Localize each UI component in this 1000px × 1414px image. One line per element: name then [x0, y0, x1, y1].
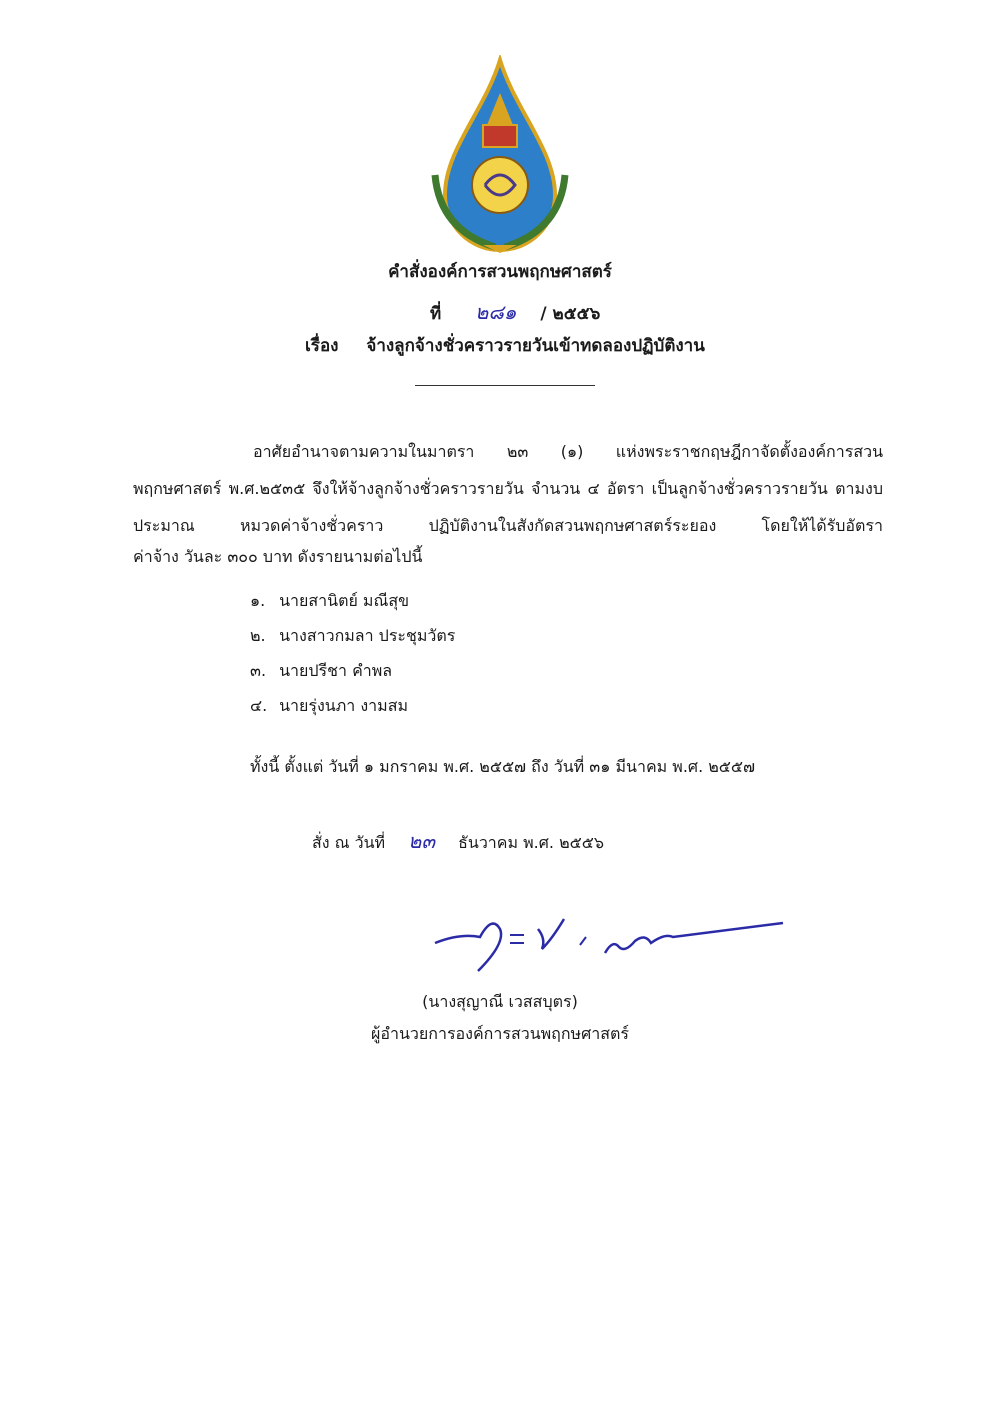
body-paragraph: [133, 433, 883, 544]
subject-label: เรื่อง: [305, 336, 339, 356]
list-item: ๑. นายสานิตย์ มณีสุข: [250, 591, 410, 610]
order-number-label: ที่: [430, 304, 442, 324]
list-item: ๓. นายปรีชา คำพล: [250, 661, 393, 680]
order-number-handwritten: ๒๘๑: [475, 300, 517, 324]
body-paragraph-last-line: ค่าจ้าง วันละ ๓๐๐ บาท ดังรายนามต่อไปนี้: [133, 547, 423, 566]
list-item: ๔. นายรุ่งนภา งามสม: [250, 696, 409, 715]
signatory-position: ผู้อำนวยการองค์การสวนพฤกษศาสตร์: [371, 1024, 629, 1043]
order-title: คำสั่งองค์การสวนพฤกษศาสตร์: [388, 262, 612, 282]
body-paragraph-text: อาศัยอำนาจตามความในมาตรา ๒๓ (๑) แห่งพระราชกฤษฎีกาจัดตั้งองค์การสวน พฤกษศาสตร์ พ.ศ.๒๕๓๕ จึงให้จ้างลูกจ้างชั่วคราวรายวัน จำนวน ๔ อัตรา เป็นลูกจ้างชั่วคราวรายวัน ตามงบประมาณ หมวดค่าจ้างชั่วคราว ปฏิบัติงานในสังกัดสวนพฤกษศาสตร์ระยอง โดยให้ได้รับอัตรา: [133, 442, 883, 535]
list-item: ๒. นางสาวกมลา ประชุมวัตร: [250, 626, 456, 645]
employee-list: [250, 583, 455, 723]
signatory-name: (นางสุญาณี เวสสบุตร): [422, 992, 578, 1011]
order-date-prefix: สั่ง ณ วันที่: [312, 833, 386, 852]
botanical-garden-emblem-icon: [425, 55, 575, 255]
header-divider: [415, 385, 595, 386]
order-subject: [305, 332, 905, 359]
order-number: [430, 296, 730, 328]
signature-icon: [430, 905, 800, 985]
subject-text: จ้างลูกจ้างชั่วคราวรายวันเข้าทดลองปฏิบัติงาน: [366, 336, 705, 356]
order-date: [312, 825, 604, 857]
order-date-suffix: ธันวาคม พ.ศ. ๒๕๕๖: [458, 833, 604, 852]
order-date-day-handwritten: ๒๓: [408, 829, 436, 853]
employment-period: ทั้งนี้ ตั้งแต่ วันที่ ๑ มกราคม พ.ศ. ๒๕๕๗ ถึง วันที่ ๓๑ มีนาคม พ.ศ. ๒๕๕๗: [250, 757, 756, 776]
order-number-year: / ๒๕๕๖: [540, 304, 601, 324]
